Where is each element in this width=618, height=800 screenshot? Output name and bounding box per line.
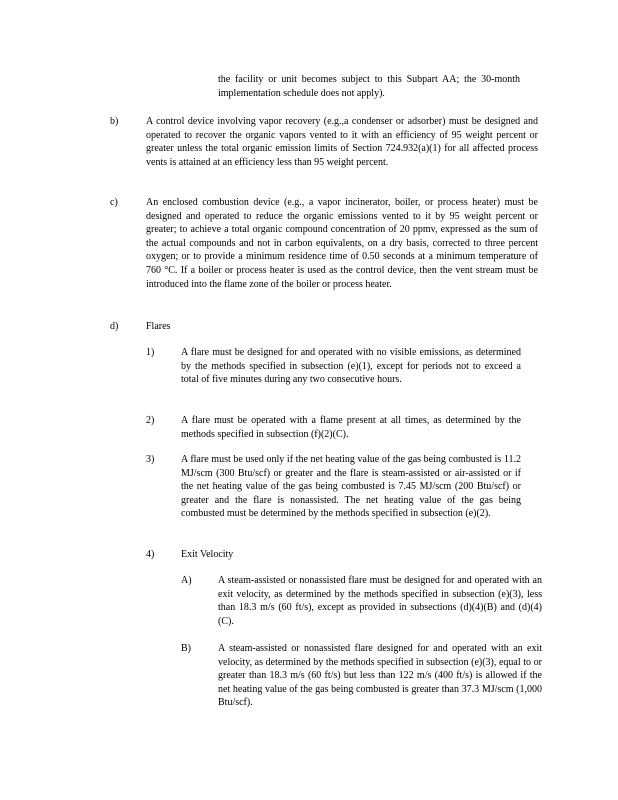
subitem-label-1: 1) [146, 347, 155, 358]
paragraph-text: A steam-assisted or nonassisted flare designed for and operated with an exit velocity, as determined by the methods specified in subsection (e)(3), equal to or greater than 18.3 m/s (60 ft/s) but less than 122 m/s (400 ft/s) is allowed if the net heating value of the gas being combusted is greater than 37.3 MJ/scm (1,000 Btu/scf). [218, 643, 542, 709]
paragraph-text: A control device involving vapor recovery (e.g.,a condenser or adsorber) must be designed and operated to recover the organic vapors vented to it with an efficiency of 95 weight percent or greater unless the total organic emission limits of Section 724.932(a)(1) for all affected process vents is attained at an efficiency less than 95 weight percent. [146, 116, 538, 168]
paragraph-text: the facility or unit becomes subject to this Subpart AA; the 30-month implementation schedule does not apply). [218, 74, 520, 99]
paragraph-text: A flare must be used only if the net heating value of the gas being combusted is 11.2 MJ/scm (300 Btu/scf) or greater and the flare is steam-assisted or air-assisted or if the net heating value of the gas being combusted is 7.45 MJ/scm (200 Btu/scf) or greater and the flare is nonassisted. The net heating value of the gas being combusted must be determined by the methods specified in subsection (e)(2). [181, 454, 521, 520]
item-d-heading [146, 320, 538, 334]
subsubitem-label-b: B) [181, 643, 191, 654]
item-label-c: c) [110, 197, 118, 208]
subsubitem-label-a: A) [181, 575, 192, 586]
subitem-4-heading [181, 548, 521, 562]
paragraph-text: A flare must be designed for and operated with no visible emissions, as determined by the methods specified in subsection (e)(1), except for periods not to exceed a total of five minutes during any two consecutive hours. [181, 347, 521, 386]
subitem-2-paragraph [181, 414, 521, 441]
item-c-paragraph [146, 196, 538, 291]
item-label-d: d) [110, 321, 119, 332]
continuation-paragraph [218, 73, 520, 100]
item-b-paragraph [146, 115, 538, 169]
paragraph-text: A steam-assisted or nonassisted flare must be designed for and operated with an exit velocity, as determined by the methods specified in subsection (e)(3), less than 18.3 m/s (60 ft/s), except as provided in subsections (d)(4)(B) and (d)(4)(C). [218, 575, 542, 627]
heading-text: Exit Velocity [181, 549, 234, 560]
paragraph-text: An enclosed combustion device (e.g., a vapor incinerator, boiler, or process heater) must be designed and operated to reduce the organic emissions vented to it by 95 weight percent or greater; to achieve a total organic compound concentration of 20 ppmv, expressed as the sum of the actual compounds and not in carbon equivalents, on a dry basis, corrected to three percent oxygen; or to provide a minimum residence time of 0.50 seconds at a minimum temperature of 760 °C. If a boiler or process heater is used as the control device, then the vent stream must be introduced into the flame zone of the boiler or process heater. [146, 197, 538, 290]
paragraph-text: A flare must be operated with a flame present at all times, as determined by the methods specified in subsection (f)(2)(C). [181, 415, 521, 440]
heading-text: Flares [146, 321, 171, 332]
subitem-label-2: 2) [146, 415, 155, 426]
subitem-label-4: 4) [146, 549, 155, 560]
subsubitem-a-paragraph [218, 574, 542, 628]
subitem-3-paragraph [181, 453, 521, 521]
subitem-1-paragraph [181, 346, 521, 387]
item-label-b: b) [110, 116, 119, 127]
subitem-label-3: 3) [146, 454, 155, 465]
subsubitem-b-paragraph [218, 642, 542, 710]
